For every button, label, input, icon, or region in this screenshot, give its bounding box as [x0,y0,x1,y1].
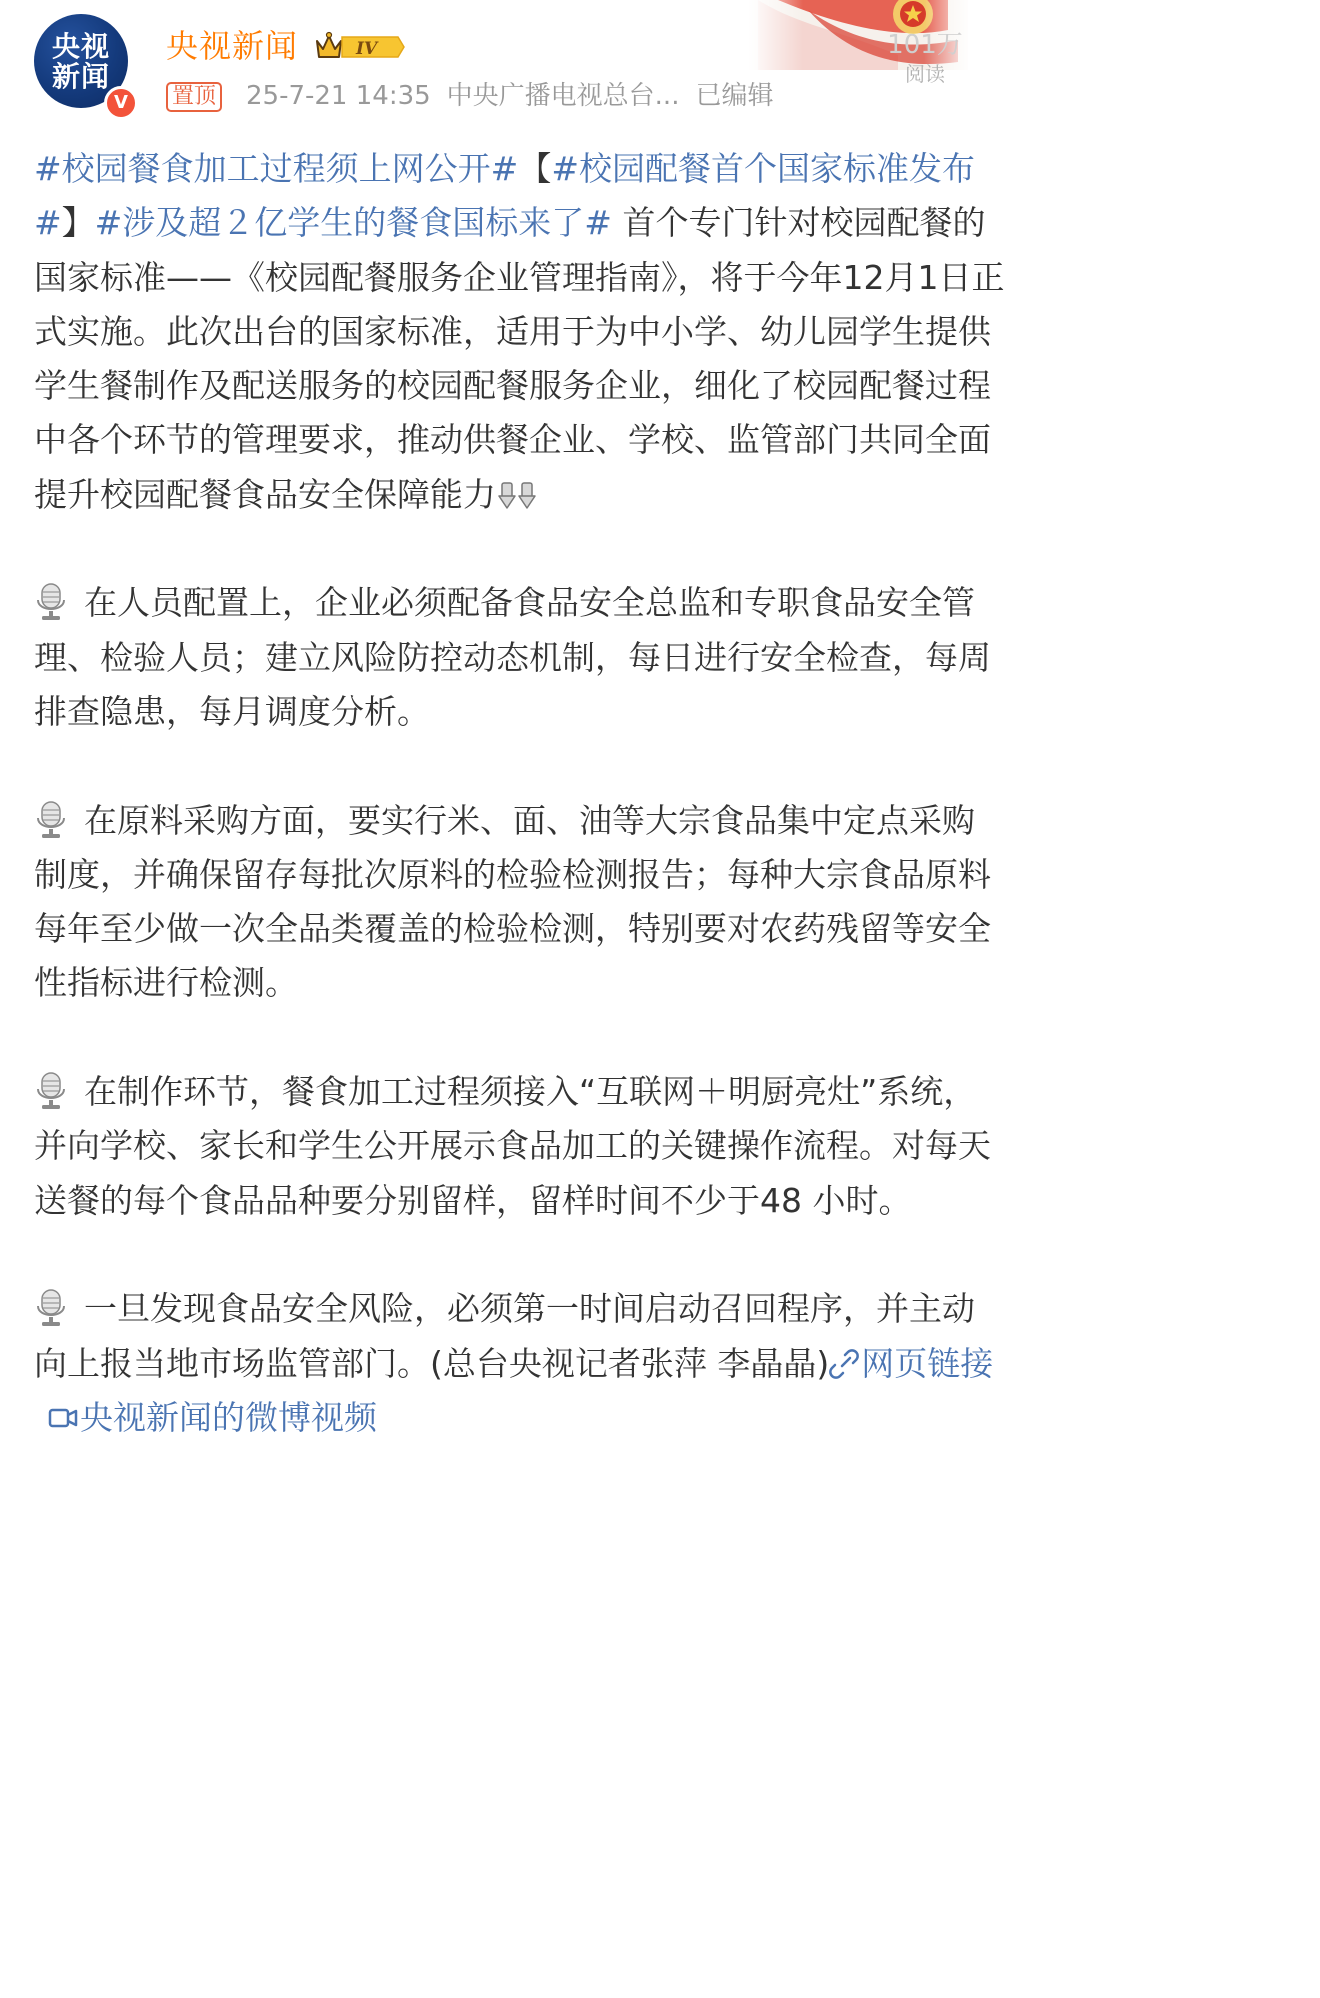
down-arrow-icon [518,480,536,510]
microphone-icon [34,1288,68,1328]
post-paragraph [34,1065,1006,1228]
avatar-logo-line1: 央视 [51,30,110,63]
web-link[interactable] [829,1344,993,1383]
paragraph-text: 在人员配置上，企业必须配备食品安全总监和专职食品安全管理、检验人员；建立风险防控动态机制，每日进行安全检查，每周排查隐患，每月调度分析。 [34,583,991,731]
post-paragraph [34,794,1006,1011]
web-link-label[interactable]: 网页链接 [861,1343,994,1383]
bracket-open: 【 [518,149,552,188]
video-link-label[interactable]: 央视新闻的微博视频 [80,1397,377,1437]
microphone-icon [34,1071,68,1111]
intro-text: 首个专门针对校园配餐的国家标准——《校园配餐服务企业管理指南》，将于今年12月1日正式实施。此次出台的国家标准，适用于为中小学、幼儿园学生提供学生餐制作及配送服务的校园配餐服务企业，细化了校园配餐过程中各个环节的管理要求，推动供餐企业、学校、监管部门共同全面提升校园配餐食品安全保障能力 [34,203,1005,514]
paragraph-text: 在原料采购方面，要实行米、面、油等大宗食品集中定点采购制度，并确保留存每批次原料的检验检测报告；每种大宗食品原料每年至少做一次全品类覆盖的检验检测，特别要对农药残留等安全性指标进行检测。 [34,800,991,1003]
post-intro [34,142,1006,522]
link-icon [829,1349,859,1379]
post-content [34,142,1006,1445]
video-link[interactable] [48,1398,377,1437]
read-count-label: 阅读 [905,62,945,86]
read-count: 101万 [887,30,963,60]
account-name[interactable]: 央视新闻 [166,27,299,65]
topic-link[interactable]: #校园配餐首个国家标准发布# [34,149,975,243]
bracket-close: 】 [61,203,95,243]
microphone-icon [34,800,68,840]
microphone-icon [34,582,68,622]
level-badge-label: IV [356,39,378,59]
post-paragraph [34,576,1006,739]
post-source[interactable]: 中央广播电视总台... [446,81,680,111]
video-camera-icon [48,1403,78,1433]
verified-badge-icon: V [104,86,138,120]
down-arrow-icon [498,480,516,510]
post-timestamp: 25-7-21 14:35 [246,81,431,111]
avatar-logo-line2: 新闻 [51,60,110,93]
paragraph-text: 一旦发现食品安全风险，必须第一时间启动召回程序，并主动向上报当地市场监管部门。(总台央视记者张萍 李晶晶) [34,1289,975,1383]
topic-link[interactable]: #涉及超２亿学生的餐食国标来了# [94,203,612,243]
post-paragraph [34,1282,1006,1445]
level-badge[interactable] [314,30,406,64]
pinned-tag: 置顶 [166,82,222,112]
paragraph-text: 在制作环节，餐食加工过程须接入“互联网＋明厨亮灶”系统，并向学校、家长和学生公开展示食品加工的关键操作流程。对每天送餐的每个食品品种要分别留样，留样时间不少于48 小时。 [34,1072,991,1220]
post-meta [246,76,773,116]
topic-link[interactable]: #校园餐食加工过程须上网公开# [34,149,519,188]
crown-icon [317,33,341,58]
avatar[interactable] [34,14,134,114]
edited-label[interactable]: 已编辑 [695,81,774,111]
